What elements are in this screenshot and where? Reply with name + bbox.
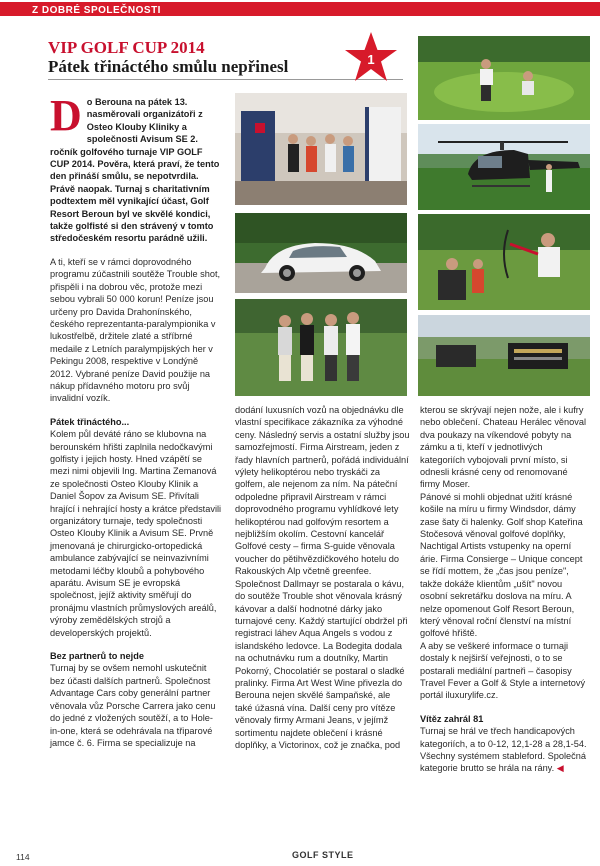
paragraph-3: Turnaj by se ovšem nemohl uskutečnit bez účasti dalších partnerů. Společnost Advantage Cars coby generální partner věnovala vůz Porsche Carrera jako cenu do jedné z vložených soutěží, a to Hole-in-one, která se odehrávala na třiparové jamce č. 6. Firma se specializuje na xyxy=(50,663,216,748)
paragraph-col3d xyxy=(420,725,590,775)
star-badge-icon xyxy=(343,30,399,86)
closing-text: Turnaj se hrál ve třech handicapových kategoriích, a to 0-12, 12,1-28 a 28,1-54. Všechny systémem stableford. Společná kategorie brutto se hrála na rány. xyxy=(420,726,587,774)
photo-porsche xyxy=(235,213,407,293)
title-line-1: VIP GOLF CUP 2014 xyxy=(48,38,205,57)
section-banner xyxy=(0,2,600,16)
column-3 xyxy=(420,404,590,786)
badge-number: 1 xyxy=(367,52,375,67)
subheading-1: Pátek třináctého... xyxy=(50,416,130,427)
photo-putting xyxy=(418,36,590,120)
paragraph-col3c: A aby se veškeré informace o turnaji dostaly k nejširší veřejnosti, o to se postarali mediální partneři – časopisy Travel Fever a Golf & Style a internetový portál iluxurylife.cz. xyxy=(420,640,586,701)
title-line-2: Pátek třináctého smůlu nepřinesl xyxy=(48,57,289,76)
photo-reception xyxy=(235,93,407,205)
photo-archery xyxy=(418,214,590,310)
page-number: 114 xyxy=(16,852,30,862)
subheading-3: Vítěz zahrál 81 xyxy=(420,713,484,724)
column-2 xyxy=(235,404,410,762)
lead-text: o Berouna na pátek 13. nasměrovali organizátoři z Osteo Klouby Kliniky a společnosti Avisum SE 2. ročník golfového turnaje VIP GOLF CUP 2014. Pověra, která praví, že tento den přináší smůlu, se nepotvrdila. Právě naopak. Turnaj s charitativním podtextem měl vynikající účast, Golf Resort Beroun byl ve skvělé kondici, takže golfisté si den strávený v tomto středočeském resortu parádně užili. xyxy=(50,97,220,244)
column-1 xyxy=(50,91,222,760)
paragraph-col3b: Pánové si mohli objednat užití krásné košile na míru u firmy Windsdor, dámy zase šaty či halenky. Golf shop Kateřina Stočesová věnoval golfové doplňky, Nachtigal Artists vstupenky na operní árie. Firma Consierge – Unique concept se řídí mottem, že „čas jsou peníze", takže dokáže klientům „ušít" novou osobní sekretářku doslova na míru. A nelze opomenout Golf Resort Beroun, který věnoval roční členství na místní golfové hřiště. xyxy=(420,491,583,639)
photo-four-golfers xyxy=(235,299,407,396)
magazine-logo: GOLF STYLE xyxy=(292,850,354,860)
paragraph-col3a: kterou se skrývají nejen nože, ale i kufry nebo oblečení. Chateau Herálec věnoval dva poukazy na víkendové pobyty na zámku a ti, kteří v jednotlivých kategoriích vybojovali první místo, si odnesli krásné ceny od renomované firmy Moser. xyxy=(420,405,586,490)
paragraph-2: Kolem půl deváté ráno se klubovna na berounském hřišti zaplnila nedočkavými golfisty i jejich hosty. Hned vzápětí se mezi nimi objevili Ing. Martina Zemanová ze společnosti Osteo Klouby Klinik a Daniel Šopov za Avisum SE. Přivítali hrající i nehrající hosty a krátce představili organizátory turnaje, tedy společnosti Osteo Klouby Klinik a Avisum SE. Prvně jmenovaná je chirurgicko-ortopedická ambulance zabývající se neinvazivními metodami léčby kloubů a pohybového aparátu. Avisum SE je evropská společnost, jejíž aktivity směřují do pronájmu vlastních průmyslových areálů, výroby zemědělských strojů a developerských projektů. xyxy=(50,429,222,638)
paragraph-col2: dodání luxusních vozů na objednávku dle vlastní specifikace zákazníka za výhodné ceny. Následný servis a ostatní služby jsou samozřejmostí. Firma Airstream, jeden z řady hlavních partnerů, pořádá individuální výlety helikoptérou nebo tryskáči za golfem, ale nejenom za ním. Na páteční odpoledne připravil Airstream v rámci doprovodného programu vyhlídkové lety helikoptérou nad golfovým resortem a nejbližším okolím. Cestovní kancelář Golfové cesty – firma S-guide věnovala voucher do pětihvězdičkového hotelu do Rakouských Alp včetně greenfee. Společnost Dallmayr se postarala o kávu, do soutěže Trouble shot věnovala krásný kávovar a další hodnotné dárky jako turnajové ceny. Každý startující obdržel při registraci láhev Aqua Angels s vodou z islandského ledovce. La Bodegita dodala na ochutnávku rum a doutníky, Martin Pokorný, Chocolatiér se postaral o sladké pralinky. Firma Art West Wine přivezla do Berouna nejen skvělé šampaňské, ale také úžasná vína. Další ceny pro vítěze věnovaly firmy Armani Jeans, v jejímž sortimentu najdete oblečení i krásné doplňky, a Victorinox, což je značka, pod xyxy=(235,405,410,750)
dropcap: D xyxy=(50,91,82,140)
subheading-2: Bez partnerů to nejde xyxy=(50,651,144,662)
lead-paragraph xyxy=(50,91,222,245)
end-mark-icon: ◀ xyxy=(556,763,564,774)
paragraph-1: A ti, kteří se v rámci doprovodného programu zúčastnili soutěže Trouble shot, přispěli i na dobrou věc, protože mezi sebou vybrali 50 000 korun! Peníze jsou určeny pro Davida Drahonínského, českého reprezentanta-paralympionika v lukostřelbě, držitele zlaté a stříbrné medaile z Letních paralympijských her v Pekingu 2008, respektive v Londýně 2012. Vybrané peníze David použije na nákup přídavného motoru pro svůj invalidní vozík. xyxy=(50,256,221,404)
section-label: Z DOBRÉ SPOLEČNOSTI xyxy=(32,5,161,16)
photo-banners xyxy=(418,315,590,396)
photo-helicopter xyxy=(418,124,590,210)
